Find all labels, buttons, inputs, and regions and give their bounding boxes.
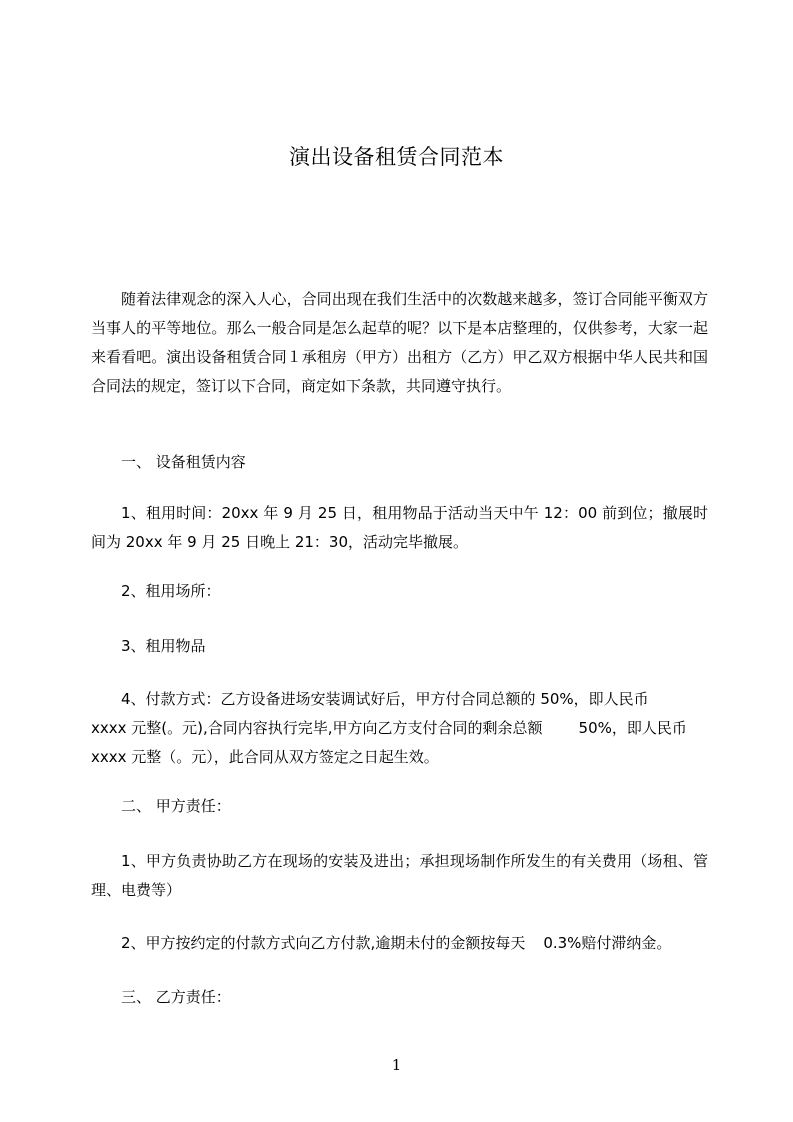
page-number: 1 [391,1056,402,1074]
clause-party-a-payment [91,929,708,958]
payment-line-2: xxxx 元整(。元),合同内容执行完毕,甲方向乙方支付合同的剩余总额 [91,719,543,737]
clause-rental-time: 1、租用时间：20xx 年 9 月 25 日，租用物品于活动当天中午 12：00 前到位；撤展时间为 20xx 年 9 月 25 日晚上 21：30，活动完毕撤展。 [91,504,708,551]
payment-line-1: 4、付款方式：乙方设备进场安装调试好后，甲方付合同总额的 50%，即人民币 [121,690,649,708]
clause-party-a-assist: 1、甲方负责协助乙方在现场的安装及进出；承担现场制作所发生的有关费用（场租、管理、电费等） [91,852,708,899]
intro-paragraph: 随着法律观念的深入人心，合同出现在我们生活中的次数越来越多，签订合同能平衡双方当事人的平等地位。那么一般合同是怎么起草的呢？以下是本店整理的，仅供参考，大家一起来看看吧。演出设备租赁合同１承租房（甲方）出租方（乙方）甲乙双方根据中华人民共和国合同法的规定，签订以下合同，商定如下条款，共同遵守执行。 [91,290,708,395]
payment-line-3: 50%，即人民币 xxxx 元整（。元），此合同从双方签定之日起生效。 [91,719,687,766]
late-fee-text: 2、甲方按约定的付款方式向乙方付款,逾期未付的金额按每天 [121,934,526,952]
clause-rental-venue: 2、租用场所： [121,582,221,600]
section-heading-party-a: 二、 甲方责任： [121,797,231,815]
section-heading-party-b: 三、 乙方责任： [121,988,231,1006]
document-title: 演出设备租赁合同范本 [289,145,504,169]
section-heading-equipment-rental: 一、 设备租赁内容 [121,453,246,471]
late-fee-rate: 0.3%赔付滞纳金。 [543,934,672,952]
clause-payment-method [91,685,708,772]
clause-rental-items: 3、租用物品 [121,637,206,655]
